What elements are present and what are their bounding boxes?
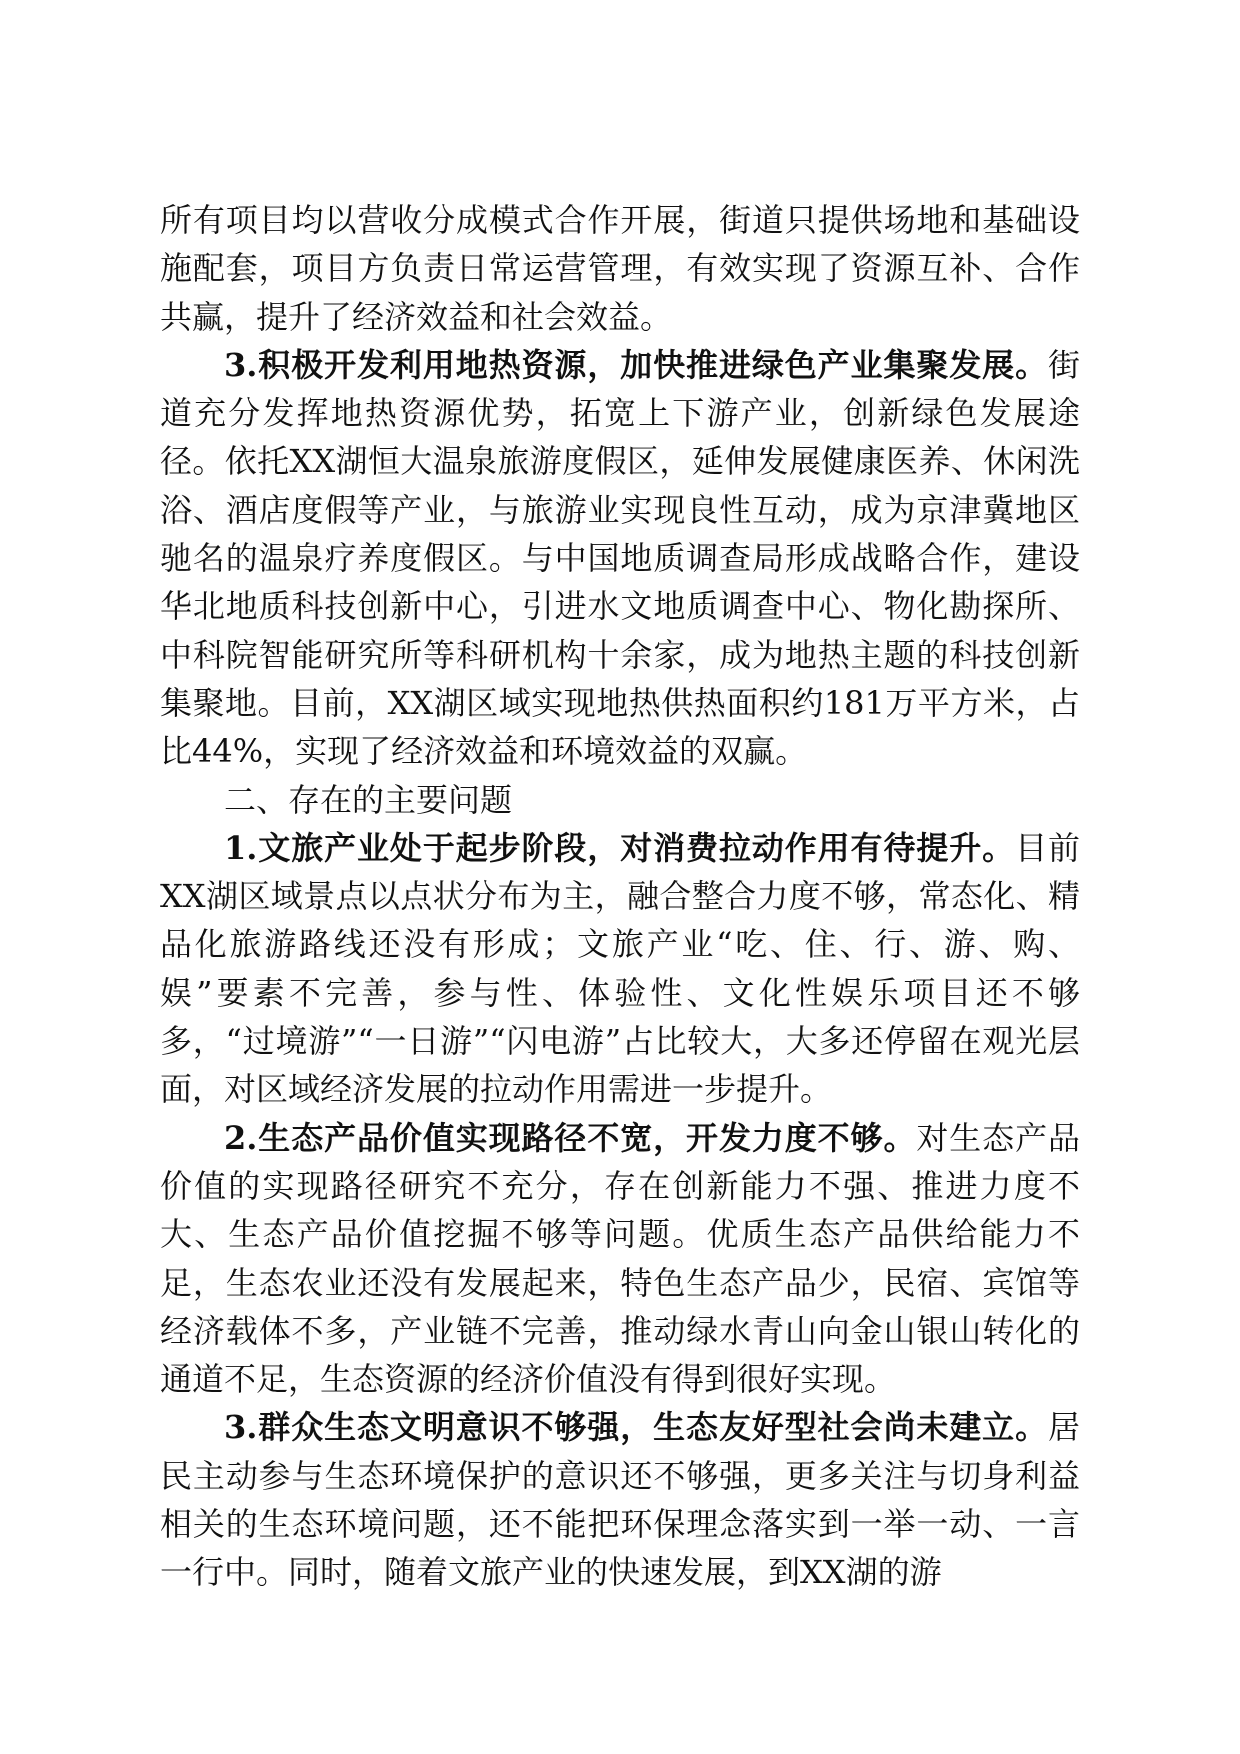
paragraph-text: 所有项目均以营收分成模式合作开展，街道只提供场地和基础设施配套，项目方负责日常运营管理，有效实现了资源互补、合作共赢，提升了经济效益和社会效益。 — [160, 201, 1080, 336]
paragraph-text: 街道充分发挥地热资源优势，拓宽上下游产业，创新绿色发展途径。依托XX湖恒大温泉旅游度假区，延伸发展健康医养、休闲洗浴、酒店度假等产业，与旅游业实现良性互动，成为京津冀地区驰名的温泉疗养度假区。与中国地质调查局形成战略合作，建设华北地质科技创新中心，引进水文地质调查中心、物化勘探所、中科院智能研究所等科研机构十余家，成为地热主题的科技创新集聚地。目前，XX湖区域实现地热供热面积约181万平方米，占比44%，实现了经济效益和环境效益的双赢。 — [160, 345, 1080, 771]
paragraph-heading: 3.积极开发利用地热资源，加快推进绿色产业集聚发展。 — [224, 345, 1048, 384]
paragraph-heading: 2.生态产品价值实现路径不宽，开发力度不够。 — [224, 1118, 917, 1157]
paragraph-cultural-tourism — [160, 824, 1080, 1114]
paragraph-text: 对生态产品价值的实现路径研究不充分，存在创新能力不强、推进力度不大、生态产品价值挖掘不够等问题。优质生态产品供给能力不足，生态农业还没有发展起来，特色生态产品少，民宿、宾馆等经济载体不多，产业链不完善，推动绿水青山向金山银山转化的通道不足，生态资源的经济价值没有得到很好实现。 — [160, 1118, 1080, 1399]
paragraph-ecological-products — [160, 1114, 1080, 1404]
document-body — [160, 196, 1080, 1597]
paragraph-heading: 1.文旅产业处于起步阶段，对消费拉动作用有待提升。 — [224, 828, 1016, 867]
paragraph-revenue-sharing — [160, 196, 1080, 341]
paragraph-ecological-awareness — [160, 1403, 1080, 1596]
section-heading-text: 二、存在的主要问题 — [224, 780, 513, 819]
paragraph-text: 居民主动参与生态环境保护的意识还不够强，更多关注与切身利益相关的生态环境问题，还不能把环保理念落实到一举一动、一言一行中。同时，随着文旅产业的快速发展，到XX湖的游 — [160, 1408, 1080, 1592]
paragraph-heading: 3.群众生态文明意识不够强，生态友好型社会尚未建立。 — [224, 1408, 1048, 1447]
paragraph-geothermal — [160, 341, 1080, 776]
section-heading-problems — [160, 776, 1080, 824]
paragraph-text: 目前XX湖区域景点以点状分布为主，融合整合力度不够，常态化、精品化旅游路线还没有形成；文旅产业“吃、住、行、游、购、娱”要素不完善，参与性、体验性、文化性娱乐项目还不够多，“过境游”“一日游”“闪电游”占比较大，大多还停留在观光层面，对区域经济发展的拉动作用需进一步提升。 — [160, 828, 1080, 1109]
